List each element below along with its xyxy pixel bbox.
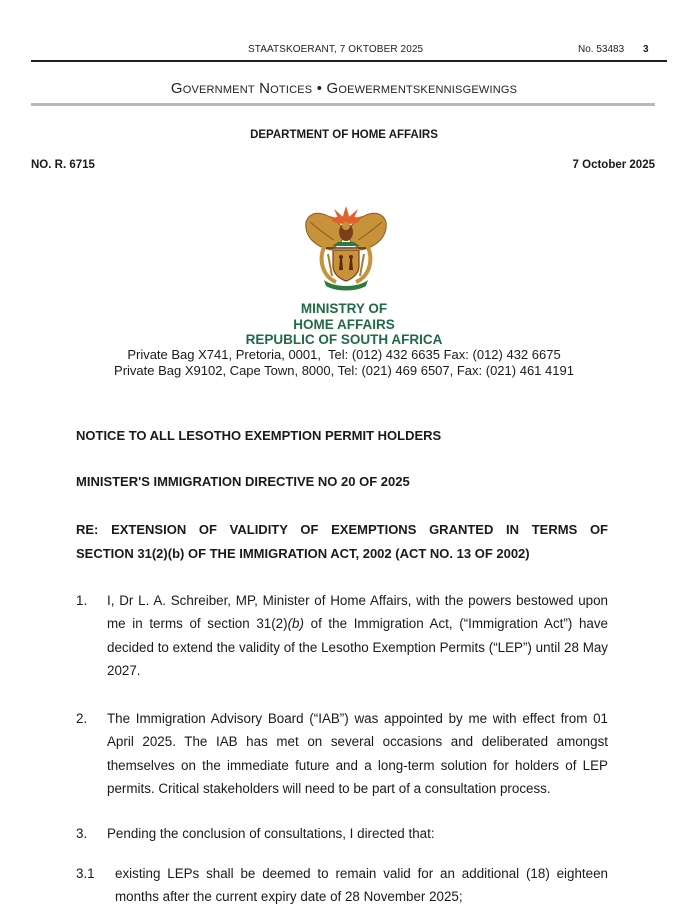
issue-number: No. 53483 xyxy=(578,44,625,55)
section-title: Government Notices • Goewermentskennisgewings xyxy=(170,80,518,97)
notice-date: 7 October 2025 xyxy=(572,159,655,171)
paragraph-3-1 xyxy=(76,862,608,909)
ministry-line: REPUBLIC OF SOUTH AFRICA xyxy=(245,332,443,347)
publication-name: STAATSKOERANT, 7 OKTOBER 2025 xyxy=(248,44,424,55)
paragraph-text: The Immigration Advisory Board (“IAB”) was appointed by me with effect from 01 April 2025. The IAB has met on several occasions and deliberated amongst themselves on the immediate future and a long-term solution for holders of LEP permits. Critical stakeholders will need to be part of a consultation process. xyxy=(107,711,608,797)
ministry-line: HOME AFFAIRS xyxy=(293,316,395,332)
address-cape-town: Private Bag X9102, Cape Town, 8000, Tel: (021) 469 6507, Fax: (021) 461 4191 xyxy=(114,362,574,378)
re-heading-line-2: SECTION 31(2)(b) OF THE IMMIGRATION ACT, 2002 (ACT NO. 13 OF 2002) xyxy=(76,545,530,561)
coat-of-arms-icon xyxy=(296,192,396,292)
paragraph-number: 3. xyxy=(76,826,88,841)
address-pretoria: Private Bag X741, Pretoria, 0001, Tel: (012) 432 6635 Fax: (012) 432 6675 xyxy=(127,347,561,362)
directive-heading: MINISTER'S IMMIGRATION DIRECTIVE NO 20 OF 2025 xyxy=(76,474,410,489)
paragraph-text xyxy=(107,589,608,683)
paragraph-3 xyxy=(76,822,608,845)
paragraph-number: 3.1 xyxy=(76,866,95,881)
paragraph-text: Pending the conclusion of consultations, I directed that: xyxy=(107,826,435,841)
department-heading: DEPARTMENT OF HOME AFFAIRS xyxy=(250,129,438,141)
ministry-addresses xyxy=(0,347,688,378)
paragraph-2 xyxy=(76,707,608,801)
ministry-heading xyxy=(0,301,688,348)
paragraph-text-part: I, Dr L. A. Schreiber, MP, Minister of Home Affairs, with the powers bestowed upon me in terms of section 31(2) xyxy=(107,593,608,632)
section-rule xyxy=(31,103,655,106)
notice-heading: NOTICE TO ALL LESOTHO EXEMPTION PERMIT HOLDERS xyxy=(76,428,442,443)
paragraph-number: 2. xyxy=(76,711,88,726)
notice-number: NO. R. 6715 xyxy=(31,159,95,171)
ministry-line: MINISTRY OF xyxy=(300,301,388,316)
re-heading-line-1: RE: EXTENSION OF VALIDITY OF EXEMPTIONS GRANTED IN TERMS OF xyxy=(76,522,608,537)
paragraph-text-part: of the Immigration Act, (“Immigration Act”) have decided to extend the validity of the Lesotho Exemption Permits (“LEP”) until 28 May 2027. xyxy=(107,616,608,679)
page-number: 3 xyxy=(643,44,649,55)
paragraph-1 xyxy=(76,589,608,683)
paragraph-text: existing LEPs shall be deemed to remain valid for an additional (18) eighteen months after the current expiry date of 28 November 2025; xyxy=(115,866,608,905)
paragraph-number: 1. xyxy=(76,593,88,608)
header-rule xyxy=(31,60,667,62)
paragraph-text-italic: (b) xyxy=(287,616,304,632)
re-heading xyxy=(76,518,608,565)
